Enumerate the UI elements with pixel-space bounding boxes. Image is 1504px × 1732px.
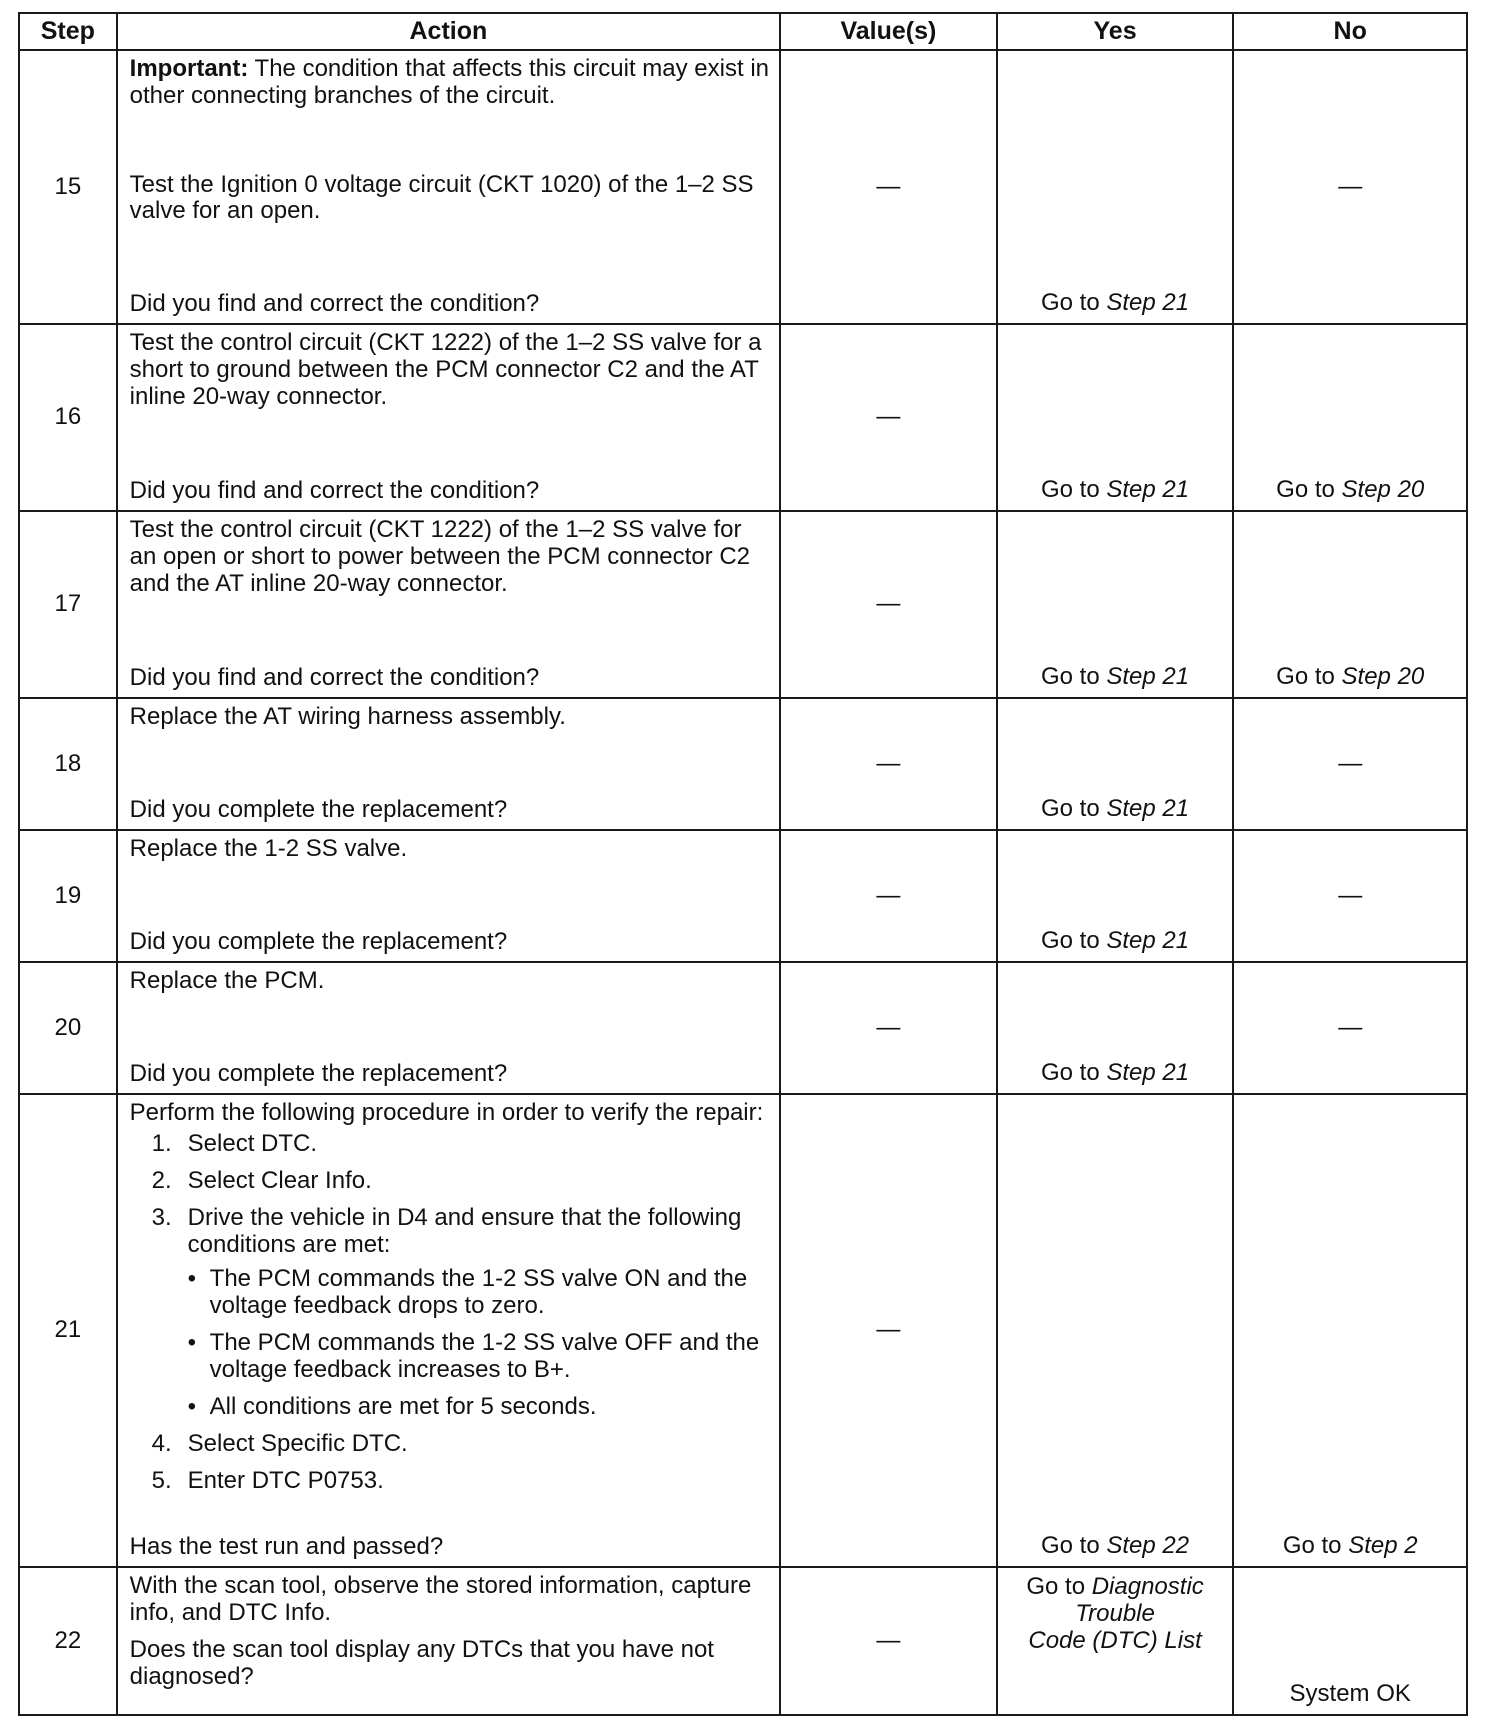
value-dash: — xyxy=(876,590,901,618)
value-cell xyxy=(780,511,997,698)
go-to-label: Go to xyxy=(1276,476,1335,504)
action-cell xyxy=(117,50,780,324)
yes-cell xyxy=(997,1094,1234,1567)
header-no: No xyxy=(1233,13,1467,50)
action-cell xyxy=(117,324,780,511)
step-number: 16 xyxy=(19,324,117,511)
action-text: With the scan tool, observe the stored information, capture info, and DTC Info. xyxy=(129,1572,752,1626)
no-dash: — xyxy=(1338,749,1363,777)
action-text: Test the Ignition 0 voltage circuit (CKT 1020) of the 1–2 SS valve for an open. xyxy=(129,170,754,225)
step-number: 20 xyxy=(19,962,117,1094)
no-dash: — xyxy=(1338,881,1363,909)
important-note xyxy=(130,56,771,110)
value-cell xyxy=(780,830,997,962)
no-dash: — xyxy=(1338,1013,1363,1041)
value-cell xyxy=(780,698,997,830)
yes-cell xyxy=(997,698,1234,830)
condition-item: • All conditions are met for 5 seconds. xyxy=(187,1392,597,1420)
no-cell xyxy=(1233,50,1467,324)
value-dash: — xyxy=(876,1013,901,1041)
yes-step-link[interactable]: Step 21 xyxy=(1106,663,1190,691)
yes-cell xyxy=(997,324,1234,511)
procedure-list xyxy=(130,1131,771,1495)
action-cell xyxy=(117,962,780,1094)
yes-cell xyxy=(997,830,1234,962)
go-to-label: Go to xyxy=(1041,795,1100,823)
step-number: 15 xyxy=(19,50,117,324)
yes-step-link[interactable]: Step 21 xyxy=(1106,289,1190,317)
yes-step-link[interactable]: Step 21 xyxy=(1106,927,1190,955)
system-ok-text: System OK xyxy=(1289,1680,1411,1708)
dtc-list-link[interactable]: Go to Diagnostic Trouble Code (DTC) List xyxy=(1026,1573,1204,1654)
action-text: Replace the AT wiring harness assembly. xyxy=(129,703,566,730)
value-dash: — xyxy=(876,1626,901,1654)
table-row-step-15 xyxy=(19,50,1467,324)
go-to-label: Go to xyxy=(1041,1059,1100,1087)
action-question: Did you complete the replacement? xyxy=(129,1060,508,1088)
step-number: 22 xyxy=(19,1567,117,1715)
procedure-item: 3. Drive the vehicle in D4 and ensure that the following conditions are met: • The PCM commands the 1-2 SS valve ON and the voltage feedback drops to zero. • The PCM commands the 1-2 SS valve OFF and the voltage feedback increases to B+. • All conditions are met for 5 seconds. xyxy=(130,1205,771,1421)
no-step-link[interactable]: Step 2 xyxy=(1348,1532,1418,1560)
step-number: 21 xyxy=(19,1094,117,1567)
yes-cell xyxy=(997,511,1234,698)
action-cell xyxy=(117,698,780,830)
diagnostic-table xyxy=(18,12,1468,1716)
procedure-item: 1. Select DTC. xyxy=(151,1129,318,1157)
procedure-item: 5. Enter DTC P0753. xyxy=(151,1466,384,1494)
important-text: The condition that affects this circuit may exist in other connecting branches of the circuit. xyxy=(129,55,769,109)
action-cell xyxy=(117,1567,780,1715)
value-dash: — xyxy=(876,749,901,777)
no-step-link[interactable]: Step 20 xyxy=(1341,476,1425,504)
go-to-label: Go to xyxy=(1276,663,1335,691)
header-yes: Yes xyxy=(997,13,1234,50)
value-cell xyxy=(780,962,997,1094)
conditions-list xyxy=(188,1266,771,1420)
no-cell xyxy=(1233,1567,1467,1715)
step-number: 17 xyxy=(19,511,117,698)
procedure-item: 2. Select Clear Info. xyxy=(151,1166,372,1194)
table-row-step-22 xyxy=(19,1567,1467,1715)
table-row-step-20 xyxy=(19,962,1467,1094)
yes-cell xyxy=(997,962,1234,1094)
action-text: Test the control circuit (CKT 1222) of the 1–2 SS valve for a short to ground between the PCM connector C2 and the AT inline 20-way connector. xyxy=(129,329,762,410)
action-cell xyxy=(117,830,780,962)
value-cell xyxy=(780,1567,997,1715)
yes-step-link[interactable]: Step 21 xyxy=(1106,476,1190,504)
yes-step-link[interactable]: Step 21 xyxy=(1106,1059,1190,1087)
action-question: Does the scan tool display any DTCs that you have not diagnosed? xyxy=(129,1635,714,1690)
action-question: Did you complete the replacement? xyxy=(129,796,508,824)
yes-step-link[interactable]: Step 21 xyxy=(1106,795,1190,823)
action-question: Did you complete the replacement? xyxy=(129,928,508,956)
action-text: Test the control circuit (CKT 1222) of the 1–2 SS valve for an open or short to power between the PCM connector C2 and the AT inline 20-way connector. xyxy=(129,516,751,597)
table-row-step-19 xyxy=(19,830,1467,962)
action-cell xyxy=(117,1094,780,1567)
step-number: 18 xyxy=(19,698,117,830)
header-step: Step xyxy=(19,13,117,50)
no-cell xyxy=(1233,698,1467,830)
go-to-label: Go to xyxy=(1041,1532,1100,1560)
no-cell xyxy=(1233,324,1467,511)
value-cell xyxy=(780,324,997,511)
value-dash: — xyxy=(876,1316,901,1344)
no-cell xyxy=(1233,830,1467,962)
no-dash: — xyxy=(1338,172,1363,200)
table-row-step-16 xyxy=(19,324,1467,511)
yes-step-link[interactable]: Step 22 xyxy=(1106,1532,1190,1560)
important-label: Important: xyxy=(129,55,249,82)
value-dash: — xyxy=(876,881,901,909)
header-action: Action xyxy=(117,13,780,50)
action-question: Has the test run and passed? xyxy=(129,1533,444,1561)
procedure-item: 4. Select Specific DTC. xyxy=(151,1429,408,1457)
value-dash: — xyxy=(876,403,901,431)
step-number: 19 xyxy=(19,830,117,962)
no-step-link[interactable]: Step 20 xyxy=(1341,663,1425,691)
action-text: Replace the 1-2 SS valve. xyxy=(129,835,408,862)
condition-item: • The PCM commands the 1-2 SS valve OFF and the voltage feedback increases to B+. xyxy=(187,1329,760,1383)
action-cell xyxy=(117,511,780,698)
go-to-label: Go to xyxy=(1041,663,1100,691)
header-values: Value(s) xyxy=(780,13,997,50)
yes-cell xyxy=(997,1567,1234,1715)
table-row-step-18 xyxy=(19,698,1467,830)
action-text: Replace the PCM. xyxy=(129,967,325,994)
go-to-label: Go to xyxy=(1041,289,1100,317)
header-row xyxy=(19,13,1467,50)
no-cell xyxy=(1233,962,1467,1094)
value-cell xyxy=(780,50,997,324)
action-question: Did you find and correct the condition? xyxy=(129,477,540,505)
yes-cell xyxy=(997,50,1234,324)
condition-item: • The PCM commands the 1-2 SS valve ON and the voltage feedback drops to zero. xyxy=(187,1265,748,1320)
action-question: Did you find and correct the condition? xyxy=(129,290,540,318)
action-intro: Perform the following procedure in order to verify the repair: xyxy=(129,1099,764,1126)
action-question: Did you find and correct the condition? xyxy=(129,664,540,692)
value-dash: — xyxy=(876,172,901,200)
table-row-step-17 xyxy=(19,511,1467,698)
go-to-label: Go to xyxy=(1041,927,1100,955)
go-to-label: Go to xyxy=(1282,1532,1342,1560)
go-to-label: Go to xyxy=(1041,476,1100,504)
no-cell xyxy=(1233,511,1467,698)
value-cell xyxy=(780,1094,997,1567)
no-cell xyxy=(1233,1094,1467,1567)
table-row-step-21 xyxy=(19,1094,1467,1567)
